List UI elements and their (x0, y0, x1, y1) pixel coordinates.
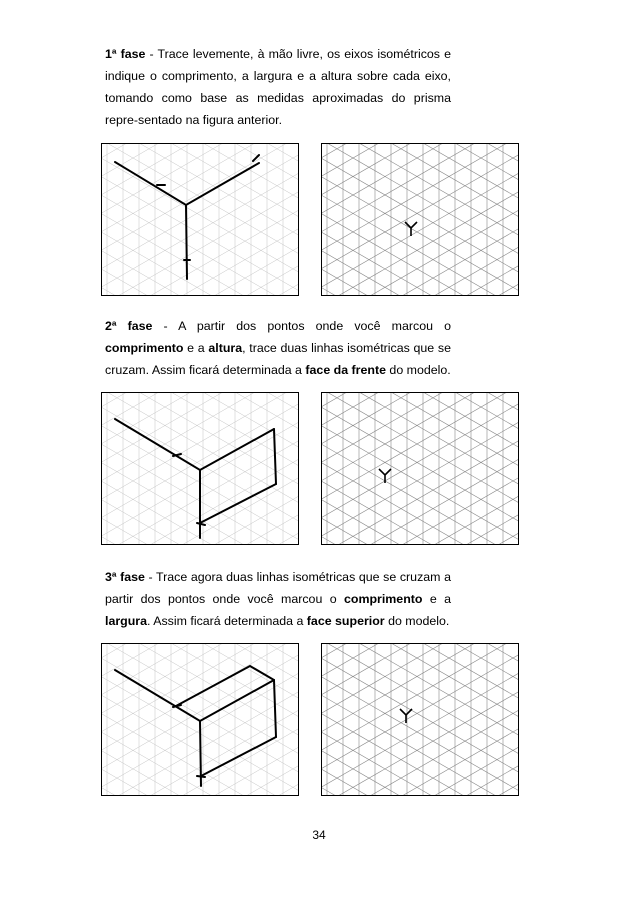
bold-term: largura (105, 614, 148, 628)
isometric-sketch-front-face (101, 392, 299, 545)
text-run: - Trace levemente, à mão livre, os eixos isométricos e indique o comprimento, a largura e a altura sobre cada eixo, tomando como base as medidas aproximadas do prisma repre-sentado na figura anterior. (105, 47, 451, 127)
isometric-grid-phase-1 (321, 143, 519, 296)
bold-term: 3ª fase (105, 570, 145, 584)
bold-term: altura (208, 341, 243, 355)
bold-term: 1ª fase (105, 47, 146, 61)
text-run: e a (422, 592, 452, 606)
sketch-phase-1-axes (101, 143, 299, 296)
text-run: , trace duas linhas isométricas que se cruzam. Assim ficará determinada a (105, 341, 451, 377)
sketch-phase-2-front-face (101, 392, 299, 545)
bold-term: face superior (306, 614, 385, 628)
isometric-grid-phase-2 (321, 392, 519, 545)
isometric-grid-phase-3 (321, 643, 519, 796)
instruction-phase-2 (105, 315, 451, 381)
instruction-phase-3 (105, 566, 451, 632)
isometric-grid-blank (321, 643, 519, 796)
text-run: - Trace agora duas linhas isométricas que se cruzam a partir dos pontos onde você marcou o (105, 570, 451, 606)
instruction-phase-1 (105, 43, 451, 131)
text-run: e a (183, 341, 209, 355)
bold-term: comprimento (105, 341, 184, 355)
isometric-sketch-axes (101, 143, 299, 296)
sketch-phase-3-top-face (101, 643, 299, 796)
bold-term: face da frente (305, 363, 386, 377)
bold-term: comprimento (343, 592, 423, 606)
text-run: - A partir dos pontos onde você marcou o (152, 319, 451, 333)
text-run: do modelo. (384, 614, 450, 628)
text-run: . Assim ficará determinada a (147, 614, 307, 628)
isometric-grid-blank (321, 143, 519, 296)
text-run: do modelo. (385, 363, 451, 377)
isometric-grid-blank (321, 392, 519, 545)
isometric-sketch-top-face (101, 643, 299, 796)
page-number: 34 (312, 828, 326, 842)
bold-term: 2ª fase (105, 319, 153, 333)
